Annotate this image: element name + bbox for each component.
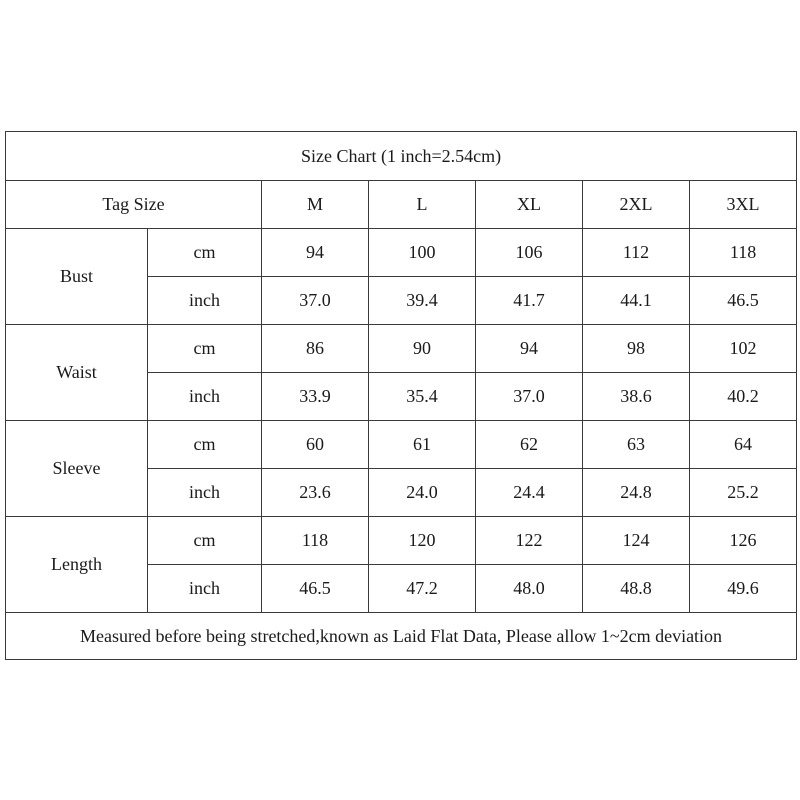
value-cell: 37.0 bbox=[262, 277, 369, 325]
size-header-m: M bbox=[262, 181, 369, 229]
value-cell: 100 bbox=[369, 229, 476, 277]
value-cell: 118 bbox=[690, 229, 797, 277]
value-cell: 64 bbox=[690, 421, 797, 469]
value-cell: 38.6 bbox=[583, 373, 690, 421]
value-cell: 25.2 bbox=[690, 469, 797, 517]
size-header-2xl: 2XL bbox=[583, 181, 690, 229]
value-cell: 120 bbox=[369, 517, 476, 565]
value-cell: 49.6 bbox=[690, 565, 797, 613]
value-cell: 39.4 bbox=[369, 277, 476, 325]
value-cell: 41.7 bbox=[476, 277, 583, 325]
size-header-xl: XL bbox=[476, 181, 583, 229]
value-cell: 90 bbox=[369, 325, 476, 373]
size-header-3xl: 3XL bbox=[690, 181, 797, 229]
unit-cell: inch bbox=[148, 565, 262, 613]
unit-cell: cm bbox=[148, 517, 262, 565]
value-cell: 106 bbox=[476, 229, 583, 277]
value-cell: 102 bbox=[690, 325, 797, 373]
value-cell: 48.0 bbox=[476, 565, 583, 613]
value-cell: 23.6 bbox=[262, 469, 369, 517]
unit-cell: inch bbox=[148, 469, 262, 517]
value-cell: 118 bbox=[262, 517, 369, 565]
value-cell: 63 bbox=[583, 421, 690, 469]
unit-cell: cm bbox=[148, 421, 262, 469]
table-row bbox=[6, 325, 797, 373]
table-row bbox=[6, 229, 797, 277]
value-cell: 126 bbox=[690, 517, 797, 565]
unit-cell: inch bbox=[148, 277, 262, 325]
table-row bbox=[6, 421, 797, 469]
tag-size-label: Tag Size bbox=[6, 181, 262, 229]
value-cell: 40.2 bbox=[690, 373, 797, 421]
unit-cell: cm bbox=[148, 325, 262, 373]
value-cell: 24.8 bbox=[583, 469, 690, 517]
value-cell: 44.1 bbox=[583, 277, 690, 325]
value-cell: 94 bbox=[476, 325, 583, 373]
value-cell: 47.2 bbox=[369, 565, 476, 613]
value-cell: 61 bbox=[369, 421, 476, 469]
measurement-label-sleeve: Sleeve bbox=[6, 421, 148, 517]
measurement-label-length: Length bbox=[6, 517, 148, 613]
measurement-note: Measured before being stretched,known as Laid Flat Data, Please allow 1~2cm deviation bbox=[6, 613, 797, 660]
size-header-row bbox=[6, 181, 797, 229]
value-cell: 112 bbox=[583, 229, 690, 277]
value-cell: 98 bbox=[583, 325, 690, 373]
table-row bbox=[6, 517, 797, 565]
value-cell: 62 bbox=[476, 421, 583, 469]
value-cell: 94 bbox=[262, 229, 369, 277]
unit-cell: inch bbox=[148, 373, 262, 421]
value-cell: 60 bbox=[262, 421, 369, 469]
measurement-label-bust: Bust bbox=[6, 229, 148, 325]
chart-title: Size Chart (1 inch=2.54cm) bbox=[6, 132, 797, 181]
value-cell: 37.0 bbox=[476, 373, 583, 421]
value-cell: 24.4 bbox=[476, 469, 583, 517]
measurement-label-waist: Waist bbox=[6, 325, 148, 421]
value-cell: 48.8 bbox=[583, 565, 690, 613]
size-chart-table bbox=[5, 131, 797, 660]
size-header-l: L bbox=[369, 181, 476, 229]
value-cell: 86 bbox=[262, 325, 369, 373]
value-cell: 46.5 bbox=[690, 277, 797, 325]
unit-cell: cm bbox=[148, 229, 262, 277]
value-cell: 24.0 bbox=[369, 469, 476, 517]
value-cell: 122 bbox=[476, 517, 583, 565]
value-cell: 33.9 bbox=[262, 373, 369, 421]
value-cell: 46.5 bbox=[262, 565, 369, 613]
value-cell: 35.4 bbox=[369, 373, 476, 421]
value-cell: 124 bbox=[583, 517, 690, 565]
